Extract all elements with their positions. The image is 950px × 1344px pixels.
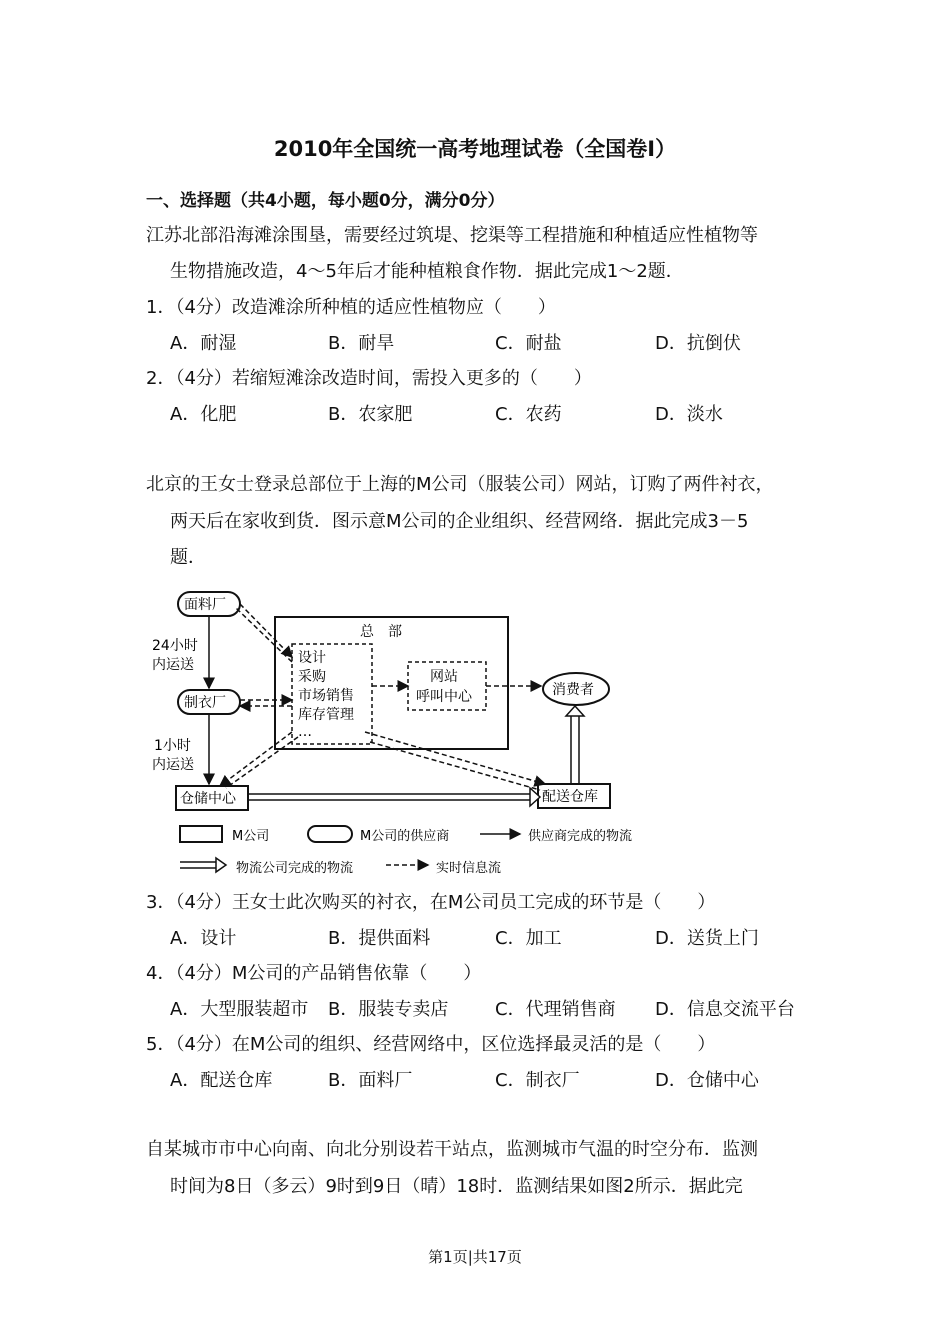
legend-supplier: M公司的供应商 — [360, 829, 450, 844]
q1-option-c: C．耐盐 — [495, 333, 562, 354]
q3-option-a: A．设计 — [170, 928, 237, 949]
time-label-1h: 1小时 — [154, 738, 191, 754]
hq-label: 总 部 — [360, 624, 402, 640]
question-3-stem: 3．（4分）王女士此次购买的衬衣，在M公司员工完成的环节是（ ） — [146, 892, 716, 913]
website-label: 网站 — [430, 669, 458, 685]
page-footer: 第1页|共17页 — [428, 1248, 522, 1266]
hq-item-design: 设计 — [298, 650, 326, 666]
intro1-line2: 生物措施改造，4～5年后才能种植粮食作物．据此完成1～2题． — [170, 261, 684, 282]
question-2-stem: 2．（4分）若缩短滩涂改造时间，需投入更多的（ ） — [146, 368, 592, 389]
garment-factory-label: 制衣厂 — [184, 695, 226, 711]
q1-option-a: A．耐湿 — [170, 333, 237, 354]
delivery-warehouse-label: 配送仓库 — [542, 789, 598, 805]
q5-option-b: B．面料厂 — [328, 1070, 413, 1091]
q2-option-c: C．农药 — [495, 404, 562, 425]
q5-option-c: C．制衣厂 — [495, 1070, 580, 1091]
intro2-line2: 两天后在家收到货．图示意M公司的企业组织、经营网络．据此完成3－5 — [170, 511, 749, 532]
callcenter-label: 呼叫中心 — [416, 689, 472, 705]
warehouse-label: 仓储中心 — [180, 791, 236, 807]
q4-option-b: B．服装专卖店 — [328, 999, 449, 1020]
hq-item-inventory: 库存管理 — [298, 707, 354, 723]
legend-info-flow: 实时信息流 — [436, 861, 502, 876]
hq-item-purchase: 采购 — [298, 669, 326, 685]
company-network-diagram — [140, 582, 670, 882]
q2-option-b: B．农家肥 — [328, 404, 413, 425]
q1-option-b: B．耐旱 — [328, 333, 395, 354]
question-1-stem: 1．（4分）改造滩涂所种植的适应性植物应（ ） — [146, 297, 556, 318]
intro3-line2: 时间为8日（多云）9时到9日（晴）18时．监测结果如图2所示．据此完 — [170, 1176, 743, 1197]
legend-logistics-flow: 物流公司完成的物流 — [236, 861, 354, 876]
intro1-line1: 江苏北部沿海滩涂围垦，需要经过筑堤、挖渠等工程措施和种植适应性植物等 — [146, 225, 758, 246]
time-label-24h-sub: 内运送 — [152, 657, 194, 673]
time-label-24h: 24小时 — [152, 638, 198, 654]
time-label-1h-sub: 内运送 — [152, 757, 194, 773]
q3-option-d: D．送货上门 — [655, 928, 759, 949]
page-title: 2010年全国统一高考地理试卷（全国卷Ⅰ） — [273, 137, 677, 161]
hq-item-marketing: 市场销售 — [298, 688, 354, 704]
intro3-line1: 自某城市市中心向南、向北分别设若干站点，监测城市气温的时空分布．监测 — [146, 1139, 758, 1160]
section-heading: 一、选择题（共4小题，每小题0分，满分0分） — [146, 191, 505, 211]
question-4-stem: 4．（4分）M公司的产品销售依靠（ ） — [146, 963, 482, 984]
intro2-line3: 题． — [170, 547, 206, 568]
q4-option-a: A．大型服装超市 — [170, 999, 309, 1020]
consumer-label: 消费者 — [552, 682, 594, 698]
q4-option-c: C．代理销售商 — [495, 999, 616, 1020]
q4-option-d: D．信息交流平台 — [655, 999, 795, 1020]
q2-option-d: D．淡水 — [655, 404, 723, 425]
question-5-stem: 5．（4分）在M公司的组织、经营网络中，区位选择最灵活的是（ ） — [146, 1034, 716, 1055]
intro2-line1: 北京的王女士登录总部位于上海的M公司（服装公司）网站，订购了两件衬衣， — [146, 474, 774, 495]
q5-option-a: A．配送仓库 — [170, 1070, 273, 1091]
hq-item-more: … — [298, 724, 312, 740]
legend-m-company: M公司 — [232, 829, 270, 844]
legend-supplier-flow: 供应商完成的物流 — [528, 829, 633, 844]
q1-option-d: D．抗倒伏 — [655, 333, 741, 354]
q3-option-b: B．提供面料 — [328, 928, 431, 949]
fabric-factory-label: 面料厂 — [184, 597, 226, 613]
q2-option-a: A．化肥 — [170, 404, 237, 425]
q3-option-c: C．加工 — [495, 928, 562, 949]
q5-option-d: D．仓储中心 — [655, 1070, 759, 1091]
